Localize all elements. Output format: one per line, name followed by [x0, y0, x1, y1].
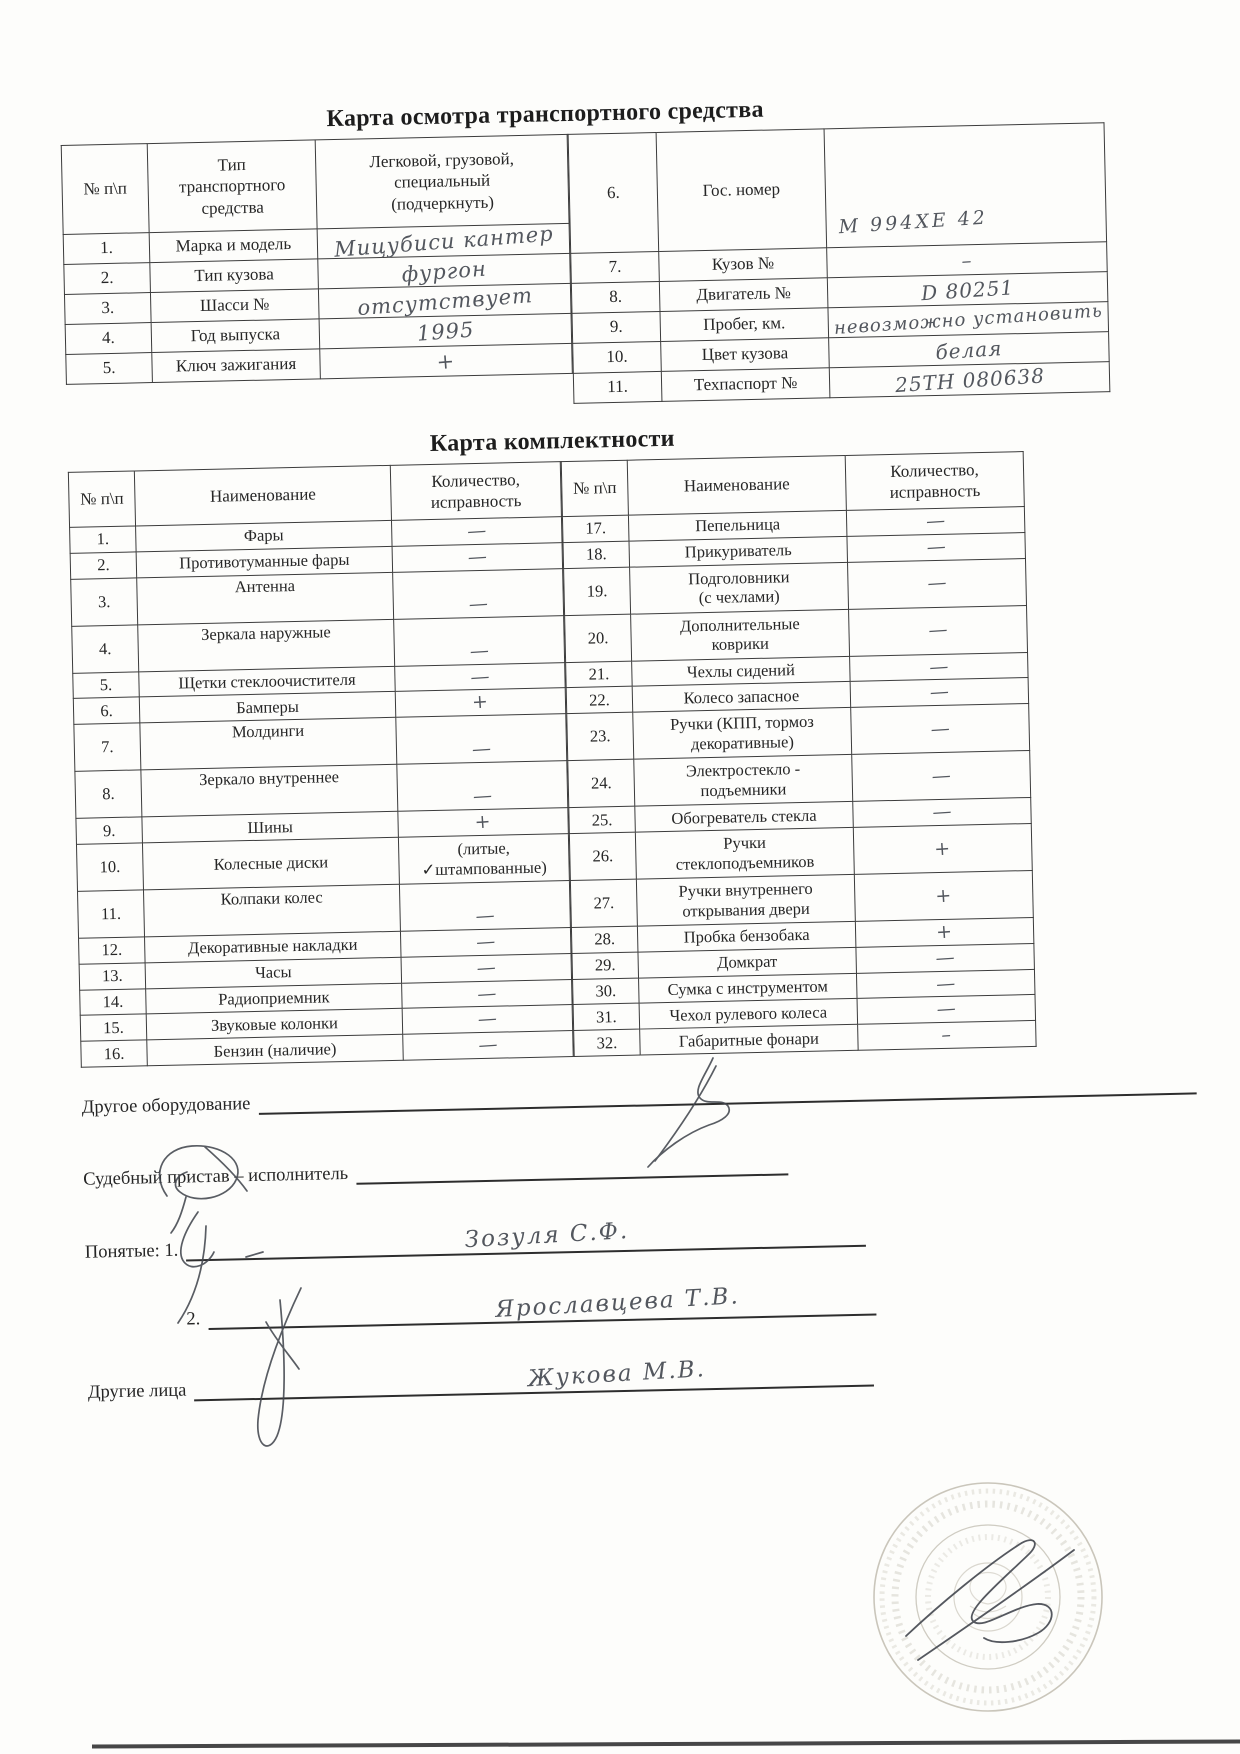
- row-label: [659, 278, 828, 312]
- equipment-right-rows: [562, 507, 1036, 1057]
- row-value-text: –: [940, 1023, 953, 1047]
- row-label-text: Ручки внутреннего открывания двери: [678, 878, 813, 921]
- row-value: [396, 714, 567, 765]
- other-persons-row: [88, 1356, 1203, 1404]
- row-number: [71, 578, 138, 626]
- row-number: [569, 832, 636, 880]
- handwritten-gov-number: М 994ХЕ 42: [838, 206, 989, 239]
- row-label: [150, 289, 319, 323]
- row-number: [573, 371, 662, 403]
- row-number: [572, 952, 639, 979]
- row-number-text: 22.: [588, 689, 610, 710]
- column-header-name: Наименование: [134, 465, 391, 526]
- row-label-text: Декоративные накладки: [187, 935, 358, 958]
- row-label-text: Кузов №: [711, 253, 775, 275]
- row-label-text: Часы: [254, 962, 292, 983]
- row-label-text: Обогреватель стекла: [671, 805, 817, 828]
- row-value-text: 25ТН 080638: [894, 362, 1046, 397]
- witness1-row: [85, 1216, 1200, 1264]
- row-number-text: 9.: [102, 820, 116, 840]
- row-number: [80, 1014, 147, 1041]
- row-label-text: Фары: [243, 525, 284, 546]
- row-number-text: 9.: [609, 317, 623, 337]
- row-value-text: —: [928, 654, 950, 679]
- row-number: [564, 567, 631, 615]
- row-number-text: 7.: [608, 257, 622, 277]
- row-value: [848, 558, 1027, 609]
- inspection-left-rows: [63, 223, 572, 384]
- row-label: [636, 874, 855, 926]
- row-label: [151, 319, 320, 353]
- row-number: [73, 697, 140, 724]
- row-number-text: 7.: [100, 737, 114, 757]
- row-value-text: —: [470, 737, 493, 761]
- row-number: [80, 988, 147, 1015]
- row-label-text: Цвет кузова: [701, 343, 789, 365]
- row-value-text: —: [475, 956, 497, 980]
- row-number: [66, 353, 153, 385]
- row-number: [571, 281, 660, 313]
- row-number: [70, 526, 137, 553]
- row-label: [633, 708, 852, 760]
- row-label: [140, 718, 397, 771]
- row-label: [142, 837, 399, 890]
- bailiff-row: [83, 1143, 1198, 1191]
- column-header-number: № п\п: [68, 471, 135, 527]
- equipment-table: [68, 447, 1201, 1067]
- row-value: [398, 808, 569, 837]
- row-number-text: 28.: [594, 929, 616, 949]
- row-value-text: +: [934, 883, 953, 908]
- column-header-number: № п\п: [61, 144, 149, 235]
- row-number-text: 19.: [586, 580, 608, 601]
- row-value: [856, 969, 1035, 999]
- row-number-text: 6.: [100, 700, 113, 721]
- row-number: [572, 311, 661, 343]
- row-number: [562, 515, 629, 542]
- row-number-text: 3.: [101, 298, 115, 318]
- inspection-table-right: [568, 122, 1111, 404]
- row-label-text: Ручки стеклоподъемников: [675, 832, 815, 874]
- row-value: [401, 953, 572, 982]
- row-number: [571, 251, 660, 283]
- row-label-text: Шины: [247, 816, 294, 837]
- row-number: [63, 233, 150, 265]
- witness2-signature-line: [208, 1283, 876, 1330]
- row-label-text: Домкрат: [716, 951, 778, 973]
- row-value-text: —: [467, 592, 490, 616]
- row-value-text: 1995: [415, 317, 475, 346]
- row-number-text: 30.: [595, 981, 617, 1001]
- equipment-card-title: Карта комплектности: [429, 425, 676, 458]
- row-label: [660, 308, 829, 342]
- row-value: [849, 605, 1028, 656]
- row-number: [573, 1003, 640, 1030]
- row-number-text: 14.: [102, 991, 124, 1012]
- table-row: [61, 134, 569, 234]
- row-number-text: 27.: [593, 893, 615, 913]
- gov-number-cell: [824, 123, 1107, 248]
- row-number-text: 1.: [99, 238, 114, 258]
- witness2-row: [186, 1285, 1201, 1330]
- row-label: [152, 349, 321, 383]
- row-label-text: Колесные диски: [213, 852, 329, 874]
- row-value-text: +: [435, 348, 457, 375]
- row-label-text: Подголовники (с чехлами): [687, 566, 790, 608]
- other-persons-label: Другие лица: [87, 1380, 187, 1403]
- row-number-text: 5.: [102, 358, 116, 378]
- row-value-text: —: [476, 981, 498, 1006]
- row-number-text: 2.: [100, 268, 114, 288]
- row-label-text: Дополнительные коврики: [679, 613, 800, 655]
- row-value: [394, 615, 565, 666]
- row-value-text: (литые, ✓штампованные): [421, 838, 547, 880]
- row-number-text: 4.: [101, 328, 116, 348]
- row-value: [850, 678, 1029, 708]
- signatures-section: [81, 1071, 1202, 1404]
- column-header-qty: Количество, исправность: [845, 452, 1024, 511]
- row-value: [399, 881, 570, 932]
- other-equipment-row: [81, 1071, 1196, 1119]
- row-value-text: —: [466, 545, 488, 569]
- row-value-text: —: [929, 717, 951, 741]
- row-value: [402, 1005, 573, 1034]
- row-number-text: 32.: [596, 1032, 618, 1053]
- row-label: [634, 755, 853, 807]
- row-label-text: Колесо запасное: [683, 685, 800, 708]
- row-number-text: 24.: [590, 773, 612, 793]
- row-value-text: —: [925, 535, 947, 559]
- document-content: [60, 88, 1208, 1404]
- inspection-table: [61, 121, 1187, 415]
- witnesses-label: Понятые: 1.: [84, 1240, 179, 1263]
- row-number: [570, 879, 637, 927]
- row-label-text: Зеркало внутреннее: [198, 767, 340, 790]
- row-value: [853, 823, 1032, 874]
- row-label: [659, 248, 828, 282]
- inspection-table-left: [61, 134, 573, 385]
- row-number: [64, 293, 151, 325]
- row-value-text: —: [474, 930, 497, 954]
- row-value-text: —: [931, 800, 953, 824]
- row-value-text: Мицубиси кантер: [332, 221, 554, 262]
- row-number: [70, 552, 137, 579]
- row-number: [566, 687, 633, 714]
- row-value: [851, 704, 1030, 755]
- row-value-text: —: [471, 784, 494, 808]
- row-label-text: Щетки стеклоочистителя: [178, 669, 356, 693]
- row-number-text: 18.: [585, 544, 607, 564]
- row-label: [631, 609, 850, 661]
- row-number: [65, 323, 152, 355]
- row-number-text: 20.: [587, 627, 609, 648]
- inspection-card-title: Карта осмотра транспортного средства: [326, 96, 765, 133]
- row-value: [853, 798, 1032, 828]
- row-value-text: —: [474, 904, 496, 928]
- row-number: [571, 926, 638, 953]
- row-label-text: Прикуриватель: [684, 540, 792, 562]
- row-number: 6.: [568, 133, 659, 254]
- row-value: [846, 507, 1025, 537]
- row-value: [857, 995, 1036, 1025]
- row-number: [64, 263, 151, 295]
- row-number-text: 23.: [589, 726, 611, 746]
- row-value-text: —: [927, 618, 949, 642]
- row-label: [635, 827, 854, 879]
- row-number: [75, 770, 142, 818]
- witness2-name: Ярославцева Т.В.: [494, 1283, 741, 1324]
- row-value: [850, 652, 1029, 682]
- table-row: [561, 452, 1024, 517]
- row-value: [856, 943, 1035, 973]
- row-number: [76, 817, 143, 844]
- row-number: [569, 806, 636, 833]
- row-label: [640, 1024, 859, 1055]
- other-persons-signature-line: [194, 1356, 874, 1402]
- row-label-text: Тип кузова: [194, 264, 274, 286]
- row-label: [147, 1034, 404, 1065]
- row-label-text: Электростекло - подъемники: [685, 759, 801, 801]
- row-value-text: —: [935, 997, 957, 1021]
- row-number-text: 11.: [607, 376, 629, 397]
- row-label: [150, 259, 319, 293]
- row-value-text: —: [477, 1033, 499, 1057]
- row-number-text: 11.: [100, 903, 122, 924]
- row-number: [73, 672, 140, 699]
- row-value-text: —: [935, 971, 957, 996]
- row-label-text: Пробка бензобака: [683, 925, 810, 947]
- row-number: [81, 1040, 148, 1067]
- row-number: [565, 614, 632, 662]
- row-value: [858, 1021, 1037, 1051]
- row-number: [567, 712, 634, 760]
- row-number-text: 26.: [592, 846, 614, 866]
- row-value: [403, 1031, 574, 1060]
- row-number-text: 4.: [98, 638, 112, 658]
- bailiff-signature-line: [356, 1152, 788, 1185]
- row-value: [397, 761, 568, 812]
- row-label-text: Ключ зажигания: [175, 354, 297, 376]
- row-value-text: —: [928, 680, 951, 704]
- scan-edge-artifact: [92, 1739, 1240, 1748]
- row-label-text: Марка и модель: [175, 234, 292, 256]
- row-label-text: Сумка с инструментом: [667, 976, 829, 999]
- row-label-text: Молдинги: [231, 721, 305, 742]
- row-value: [392, 542, 563, 571]
- row-label: Гос. номер: [656, 129, 827, 252]
- row-label-text: Чехол рулевого колеса: [669, 1002, 828, 1025]
- row-label-text: Звуковые колонки: [210, 1012, 339, 1035]
- row-number: [574, 1029, 641, 1056]
- other-persons-name: Жукова М.В.: [526, 1356, 707, 1393]
- row-label-text: Ручки (КПП, тормоз декоративные): [669, 711, 815, 754]
- table-row: [568, 123, 1107, 254]
- row-value-text: отсутствует: [356, 283, 534, 321]
- row-value-text: +: [935, 920, 954, 944]
- row-label-text: Антенна: [234, 575, 296, 596]
- row-value: [320, 343, 573, 378]
- row-label-text: Пепельница: [694, 514, 781, 536]
- bailiff-label: Судебный пристав – исполнитель: [83, 1163, 349, 1190]
- row-label-text: Противотуманные фары: [179, 549, 350, 573]
- other-equipment-blank-line: [258, 1071, 1197, 1115]
- row-value-text: D 80251: [920, 274, 1015, 305]
- row-label: [138, 619, 395, 672]
- row-value: [395, 688, 566, 717]
- row-label: [661, 368, 830, 402]
- row-number-text: 17.: [585, 518, 607, 539]
- row-value-text: –: [960, 247, 974, 273]
- row-number-text: 16.: [103, 1043, 125, 1063]
- row-label-text: Год выпуска: [190, 324, 281, 346]
- witness1-name: Зозуля С.Ф.: [464, 1217, 630, 1254]
- column-header-body-kind: Легковой, грузовой, специальный (подчеркнуть): [315, 134, 569, 228]
- inspection-right-header: [568, 123, 1107, 254]
- row-label-text: Техпаспорт №: [693, 373, 798, 395]
- row-value: [854, 870, 1033, 921]
- row-label: [149, 229, 318, 263]
- row-number-text: 8.: [609, 287, 623, 307]
- row-number-text: 10.: [606, 346, 628, 367]
- inspection-right-rows: [571, 242, 1110, 404]
- row-value-text: —: [934, 946, 956, 970]
- row-value: [829, 362, 1110, 398]
- row-number-text: 12.: [101, 940, 123, 960]
- row-value-text: фургон: [400, 256, 488, 287]
- row-number-text: 15.: [102, 1017, 124, 1038]
- equipment-table-right: [561, 451, 1037, 1057]
- equipment-left-rows: [70, 517, 574, 1068]
- row-number-text: 1.: [96, 529, 110, 549]
- row-value: [395, 662, 566, 691]
- row-number-text: 31.: [595, 1006, 617, 1027]
- row-number-text: 25.: [591, 809, 613, 830]
- row-label-text: Габаритные фонари: [678, 1028, 820, 1051]
- row-value: [847, 532, 1026, 562]
- row-number-text: 5.: [99, 674, 113, 695]
- row-value-text: —: [469, 664, 491, 689]
- bailiff-stamp-signature: [906, 1540, 1074, 1660]
- row-label: [630, 562, 849, 614]
- row-number-text: 13.: [101, 966, 123, 986]
- row-label: [137, 572, 394, 625]
- row-number: [573, 341, 662, 373]
- column-header-vehicle-type: Тип транспортного средства: [147, 140, 317, 233]
- row-value-text: невозможно установить: [833, 300, 1104, 339]
- official-stamp: [874, 1483, 1102, 1711]
- row-label: [143, 884, 400, 937]
- row-number: [74, 723, 141, 771]
- row-number-text: 2.: [96, 555, 110, 575]
- row-number: [79, 963, 146, 990]
- column-header-number: № п\п: [561, 460, 628, 516]
- row-number-text: 21.: [588, 664, 610, 684]
- row-number-text: 3.: [97, 591, 111, 611]
- row-number: [76, 843, 143, 891]
- row-value-text: —: [924, 509, 947, 533]
- row-value: [852, 751, 1031, 802]
- row-number: [79, 937, 146, 964]
- other-equipment-label: Другое оборудование: [81, 1094, 251, 1118]
- row-number-text: 29.: [594, 955, 616, 975]
- row-value: [402, 979, 573, 1008]
- row-number-text: 8.: [101, 784, 115, 804]
- equipment-right-header: [561, 452, 1024, 517]
- row-label: [141, 764, 398, 817]
- row-value-text: +: [933, 836, 952, 861]
- row-number: [78, 890, 145, 938]
- row-value: [855, 917, 1034, 947]
- row-number: [563, 541, 630, 568]
- row-value-text: +: [473, 810, 493, 834]
- inspection-left-header: [61, 134, 569, 234]
- row-label-text: Двигатель №: [696, 283, 792, 305]
- row-value-text: —: [930, 764, 952, 788]
- row-value-text: —: [926, 571, 948, 595]
- row-number: [566, 661, 633, 688]
- row-value-text: —: [466, 519, 488, 543]
- row-number: [568, 759, 635, 807]
- row-number-text: 10.: [99, 856, 121, 877]
- row-value: [398, 834, 569, 885]
- row-value: [400, 928, 571, 957]
- row-value-text: —: [468, 639, 491, 663]
- column-header-name: Наименование: [627, 455, 846, 515]
- witness1-signature-line: [186, 1217, 866, 1261]
- column-header-qty: Количество, исправность: [390, 462, 561, 521]
- row-number: [72, 625, 139, 673]
- row-label-text: Бамперы: [235, 696, 300, 718]
- row-value-text: белая: [934, 335, 1004, 364]
- row-label-text: Колпаки колес: [220, 887, 323, 909]
- row-label-text: Чехлы сидений: [686, 660, 795, 682]
- row-value-text: —: [476, 1007, 499, 1031]
- row-label-text: Бензин (наличие): [213, 1038, 337, 1061]
- row-value-text: +: [471, 690, 490, 714]
- row-value: [391, 517, 562, 546]
- equipment-table-left: [68, 461, 574, 1068]
- row-label-text: Шасси №: [199, 294, 270, 316]
- row-label-text: Зеркала наружные: [200, 621, 331, 644]
- witness2-prefix: 2.: [186, 1309, 201, 1330]
- row-number: [573, 978, 640, 1005]
- row-value: [393, 568, 564, 619]
- row-label: [661, 338, 830, 372]
- row-label-text: Радиоприемник: [218, 987, 330, 1009]
- row-label-text: Пробег, км.: [703, 313, 786, 335]
